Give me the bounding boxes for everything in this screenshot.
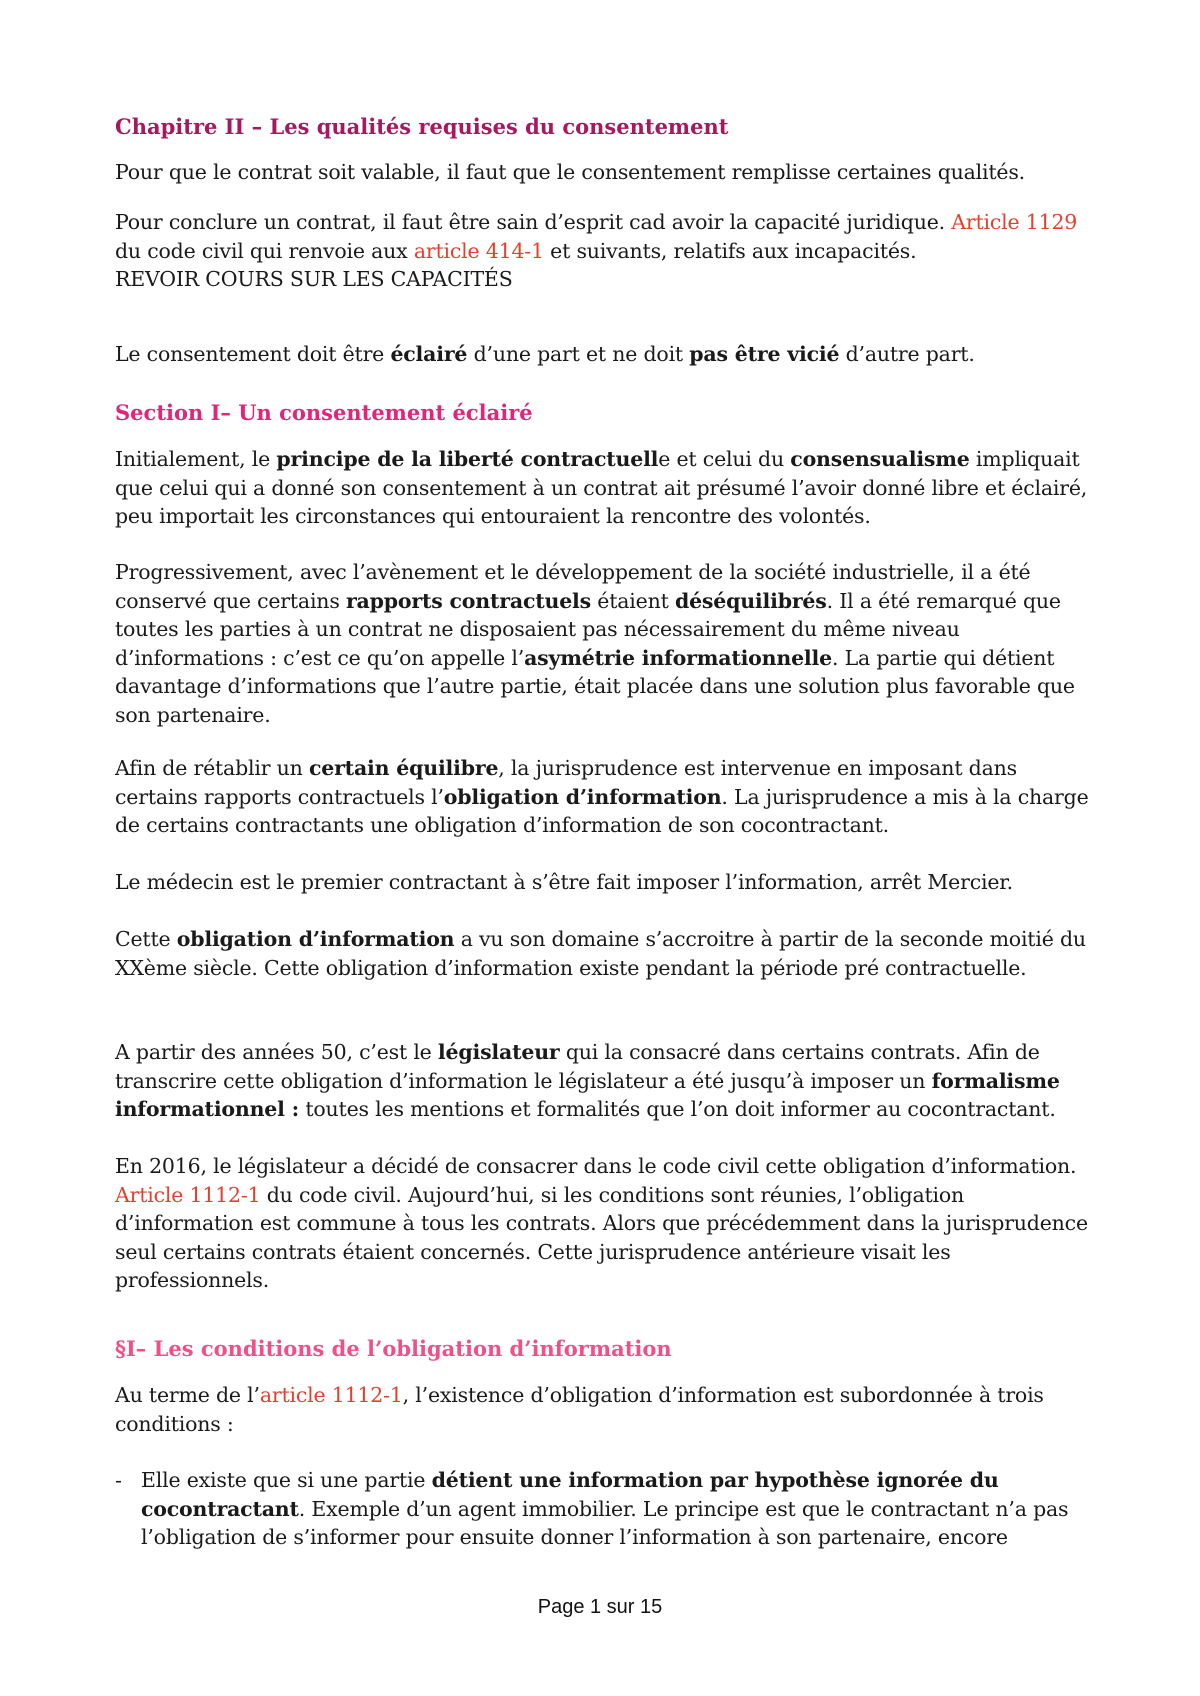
paragraph-3: Le consentement doit être éclairé d’une part et ne doit pas être vicié d’autre part.: [115, 342, 975, 366]
paragraph-8: Cette obligation d’information a vu son domaine s’accroitre à partir de la seconde moitié du XXème siècle. Cette obligation d’information existe pendant la période pré contractuelle.: [115, 927, 1086, 980]
paragraph-2: Pour conclure un contrat, il faut être sain d’esprit cad avoir la capacité juridique. Article 1129 du code civil qui renvoie aux article 414-1 et suivants, relatifs aux incapacités. REVOIR COURS SUR LES CAPACITÉS: [115, 210, 1078, 291]
article-link-1129[interactable]: Article 1129: [951, 210, 1078, 234]
article-link-1112-1-second[interactable]: article 1112-1: [259, 1383, 403, 1407]
paragraph-5: Progressivement, avec l’avènement et le développement de la société industrielle, il a été conservé que certains rapports contractuels étaient déséquilibrés. Il a été remarqué que toutes les parties à un contrat ne disposaient pas nécessairement du même niveau d’informations : c’est ce qu’on appelle l’asymétrie informationnelle. La partie qui détient davantage d’informations que l’autre partie, était placée dans une solution plus favorable que son partenaire.: [115, 560, 1075, 727]
section-title: Section I– Un consentement éclairé: [115, 400, 533, 425]
article-link-1112-1[interactable]: Article 1112-1: [115, 1182, 261, 1207]
document-page: [115, 0, 1100, 1696]
list-item-text: Elle existe que si une partie détient une information par hypothèse ignorée du cocontractant. Exemple d’un agent immobilier. Le principe est que le contractant n’a pas l’obligation de s’informer pour ensuite donner l’information à son partenaire, encore: [141, 1468, 1069, 1549]
list-item: [115, 1466, 1100, 1556]
bullet-dash: -: [115, 1468, 122, 1492]
paragraph-9: A partir des années 50, c’est le législateur qui la consacré dans certains contrats. Afin de transcrire cette obligation d’information le législateur a été jusqu’à imposer un formalisme informationnel : toutes les mentions et formalités que l’on doit informer au cocontractant.: [115, 1040, 1060, 1121]
paragraph-6: Afin de rétablir un certain équilibre, la jurisprudence est intervenue en imposant dans certains rapports contractuels l’obligation d’information. La jurisprudence a mis à la charge de certains contractants une obligation d’information de son cocontractant.: [115, 756, 1089, 837]
page-footer: Page 1 sur 15: [537, 1596, 663, 1618]
paragraph-4: Initialement, le principe de la liberté contractuelle et celui du consensualisme impliquait que celui qui a donné son consentement à un contrat ait présumé l’avoir donné libre et éclairé, peu importait les circonstances qui entouraient la rencontre des volontés.: [115, 447, 1088, 528]
paragraph-1: Pour que le contrat soit valable, il faut que le consentement remplisse certaines qualités.: [115, 160, 1025, 184]
article-link-414-1[interactable]: article 414-1: [413, 238, 544, 263]
paragraph-11: Au terme de l’article 1112-1, l’existence d’obligation d’information est subordonnée à trois conditions :: [115, 1383, 1044, 1436]
paragraph-10: En 2016, le législateur a décidé de consacrer dans le code civil cette obligation d’information. Article 1112-1 du code civil. Aujourd’hui, si les conditions sont réunies, l’obligation d’information est commune à tous les contrats. Alors que précédemment dans la jurisprudence seul certains contrats étaient concernés. Cette jurisprudence antérieure visait les professionnels.: [115, 1154, 1088, 1292]
paragraph-7: Le médecin est le premier contractant à s’être fait imposer l’information, arrêt Mercier.: [115, 870, 1013, 894]
chapter-title: Chapitre II – Les qualités requises du consentement: [115, 114, 729, 139]
paragraph-title: §I– Les conditions de l’obligation d’information: [115, 1336, 672, 1361]
